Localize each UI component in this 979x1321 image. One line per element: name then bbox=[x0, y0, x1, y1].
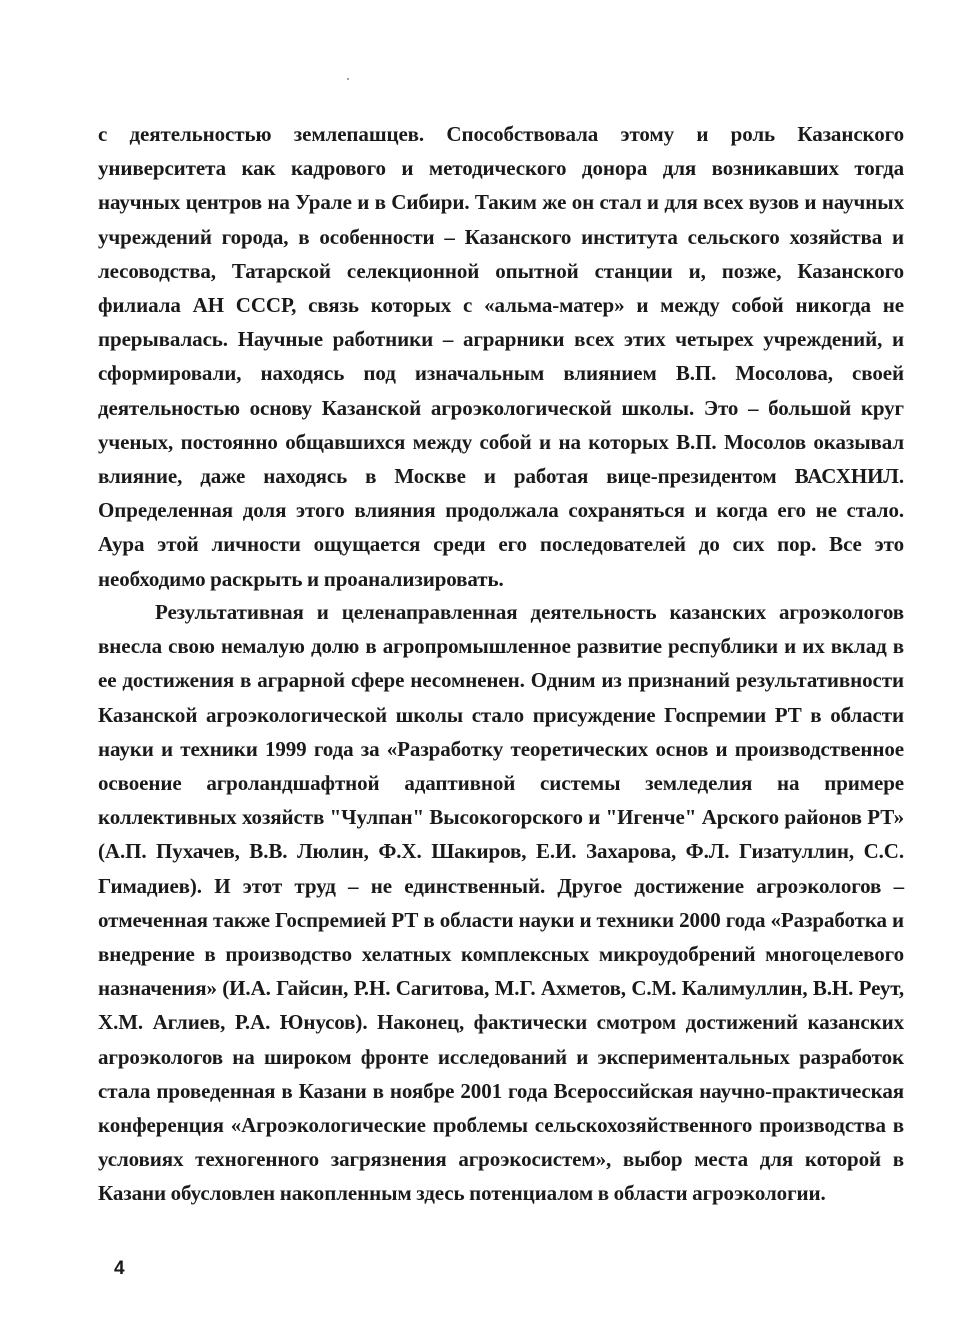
page-number: 4 bbox=[114, 1258, 125, 1279]
paragraph-2: Результативная и целенаправленная деятельность казанских агроэкологов внесла свою немалую долю в агропромышленное развитие республики и их вклад в ее достижения в аграрной сфере несомненен. Одним из признаний результативности Казанской агроэкологической школы стало присуждение Госпремии РТ в области науки и техники 1999 года за «Разработку теоретических основ и производственное освоение агроландшафтной адаптивной системы земледелия на примере коллективных хозяйств "Чулпан" Высокогорского и "Игенче" Арского районов РТ» (А.П. Пухачев, В.В. Люлин, Ф.Х. Шакиров, Е.И. Захарова, Ф.Л. Гизатуллин, С.С. Гимадиев). И этот труд – не единственный. Другое достижение агроэкологов – отмеченная также Госпремией РТ в области науки и техники 2000 года «Разработка и внедрение в производство хелатных комплексных микроудобрений многоцелевого назначения» (И.А. Гайсин, Р.Н. Сагитова, М.Г. Ахметов, С.М. Калимуллин, В.Н. Реут, Х.М. Аглиев, Р.А. Юнусов). Наконец, фактически смотром достижений казанских агроэкологов на широком фронте исследований и экспериментальных разработок стала проведенная в Казани в ноябре 2001 года Всероссийская научно-практическая конференция «Агроэкологические проблемы сельскохозяйственного производства в условиях техногенного загрязнения агроэкосистем», выбор места для которой в Казани обусловлен накопленным здесь потенциалом в области агроэкологии. bbox=[98, 600, 904, 1206]
scan-speck bbox=[347, 78, 349, 80]
paragraph-1: с деятельностью землепашцев. Способствовала этому и роль Казанского университета как кадрового и методического донора для возникавших тогда научных центров на Урале и в Сибири. Таким же он стал и для всех вузов и научных учреждений города, в особенности – Казанского института сельского хозяйства и лесоводства, Татарской селекционной опытной станции и, позже, Казанского филиала АН СССР, связь которых с «альма-матер» и между собой никогда не прерывалась. Научные работники – аграрники всех этих четырех учреждений, и сформировали, находясь под изначальным влиянием В.П. Мосолова, своей деятельностью основу Казанской агроэкологической школы. Это – большой круг ученых, постоянно общавшихся между собой и на которых В.П. Мосолов оказывал влияние, даже находясь в Москве и работая вице-президентом ВАСХНИЛ. Определенная доля этого влияния продолжала сохраняться и когда его не стало. Аура этой личности ощущается среди его последователей до сих пор. Все это необходимо раскрыть и проанализировать. bbox=[98, 122, 904, 591]
